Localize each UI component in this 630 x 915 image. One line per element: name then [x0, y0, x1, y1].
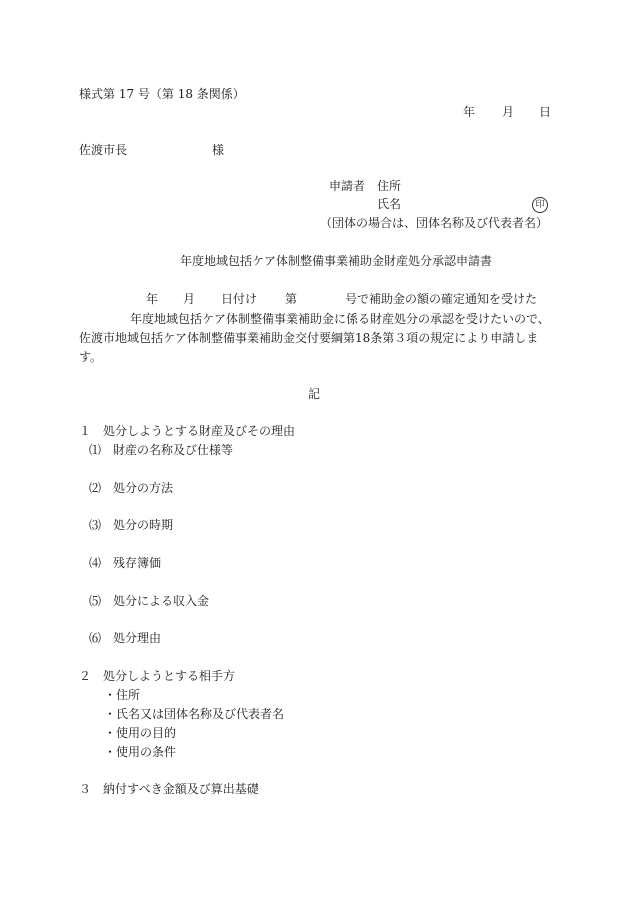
- ref-year: 年: [146, 292, 159, 306]
- section-2-bullet: ・住所: [104, 688, 141, 702]
- date-year: 年: [463, 105, 476, 119]
- name-label: 氏名: [377, 197, 402, 211]
- ref-dai: 第: [285, 292, 298, 306]
- address-label: 住所: [377, 179, 402, 193]
- body-line-4: す。: [79, 350, 103, 364]
- section-2-bullet: ・使用の目的: [104, 726, 177, 740]
- section-1-item: ⑷ 残存簿価: [89, 556, 162, 570]
- seal-mark: 印: [532, 197, 548, 213]
- document-title: 年度地域包括ケア体制整備事業補助金財産処分承認申請書: [180, 254, 493, 268]
- ref-day: 日付け: [221, 292, 258, 306]
- section-1-heading: １ 処分しようとする財産及びその理由: [79, 424, 296, 438]
- addressee-honorific: 様: [212, 143, 225, 157]
- form-number: 様式第 17 号（第 18 条関係）: [79, 87, 245, 101]
- addressee-name: 佐渡市長: [79, 143, 128, 157]
- section-1-item: ⑸ 処分による収入金: [89, 594, 210, 608]
- section-2-heading: ２ 処分しようとする相手方: [79, 669, 236, 683]
- date-day: 日: [539, 105, 552, 119]
- section-3-heading: ３ 納付すべき金額及び算出基礎: [79, 782, 259, 796]
- section-1-item: ⑴ 財産の名称及び仕様等: [89, 443, 234, 457]
- date-month: 月: [502, 105, 515, 119]
- ref-month: 月: [183, 292, 196, 306]
- applicant-label: 申請者: [329, 179, 366, 193]
- ref-rest: 号で補助金の額の確定通知を受けた: [345, 292, 538, 306]
- body-line-3: 佐渡市地域包括ケア体制整備事業補助金交付要綱第18条第３項の規定により申請しま: [79, 331, 539, 345]
- ki-marker: 記: [308, 387, 321, 401]
- group-note: （団体の場合は、団体名称及び代表者名）: [320, 216, 549, 230]
- section-1-item: ⑵ 処分の方法: [89, 481, 174, 495]
- section-1-item: ⑶ 処分の時期: [89, 518, 174, 532]
- section-1-item: ⑹ 処分理由: [89, 631, 162, 645]
- section-2-bullet: ・氏名又は団体名称及び代表者名: [104, 707, 285, 721]
- section-2-bullet: ・使用の条件: [104, 745, 177, 759]
- body-line-2: 年度地域包括ケア体制整備事業補助金に係る財産処分の承認を受けたいので、: [130, 312, 550, 326]
